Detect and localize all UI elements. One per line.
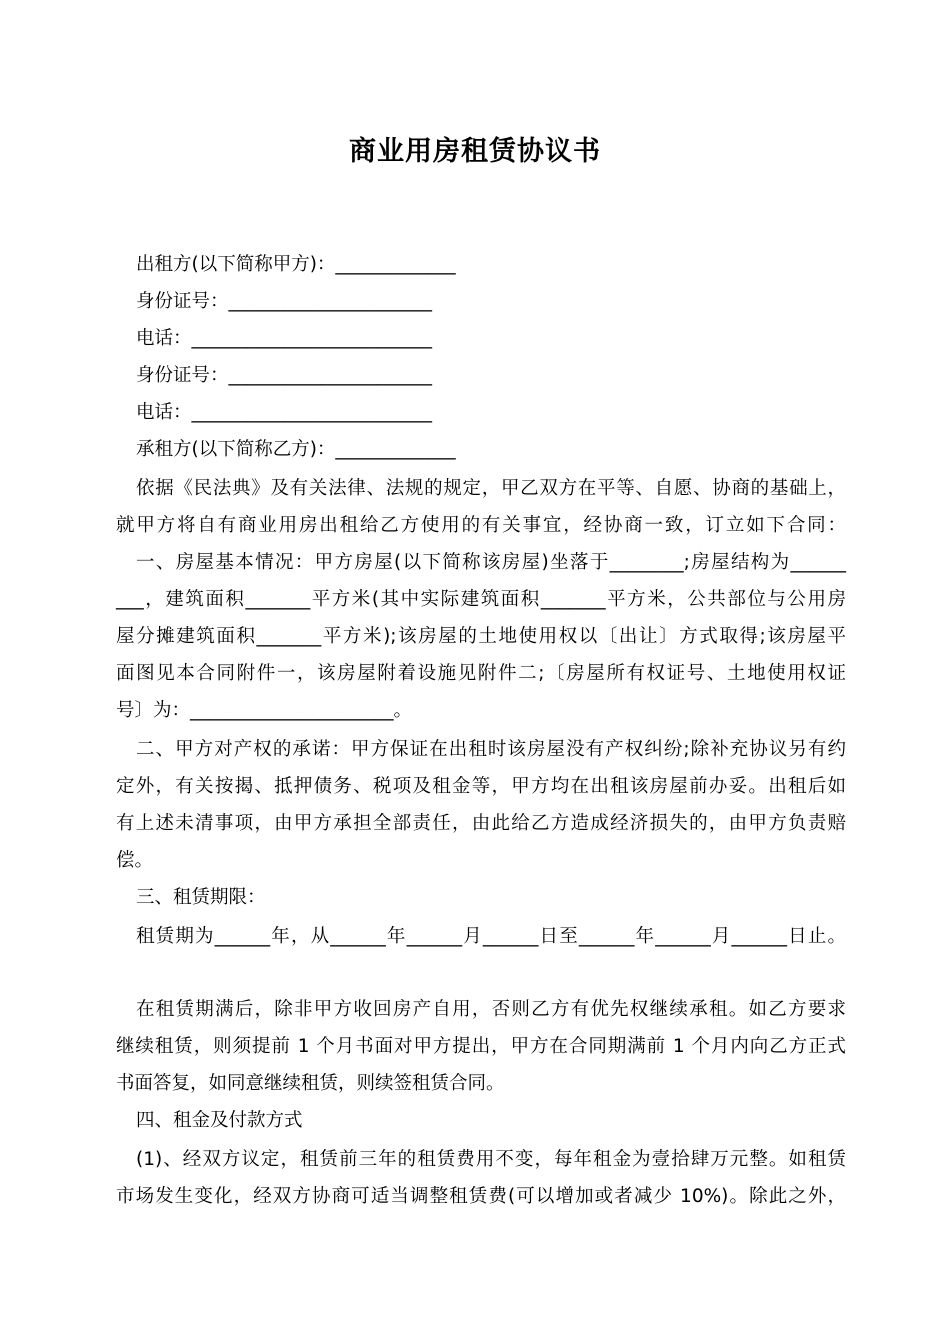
clause-2-line-2: 定外，有关按揭、抵押债务、税项及租金等，甲方均在出租该房屋前办妥。出租后如 [116, 776, 846, 797]
renewal-line-1: 在租赁期满后，除非甲方收回房产自用，否则乙方有优先权继续承租。如乙方要求 [136, 999, 846, 1020]
lessor-line: 出租方(以下简称甲方)：_____________ [136, 254, 456, 275]
renewal-line-3: 书面答复，如同意继续租赁，则续签租赁合同。 [116, 1073, 505, 1094]
lessor-id-line: 身份证号：______________________ [136, 291, 433, 312]
clause-1-line-3: 屋分摊建筑面积_______平方米);该房屋的土地使用权以〔出让〕方式取得;该房屋平 [116, 626, 846, 647]
lessee-line: 承租方(以下简称乙方)：_____________ [136, 439, 456, 460]
document-title: 商业用房租赁协议书 [349, 136, 601, 167]
clause-1-line-5: 号〕为：______________________。 [116, 700, 413, 721]
rent-line-1: (1)、经双方议定，租赁前三年的租赁费用不变，每年租金为壹拾肆万元整。如租赁 [136, 1149, 846, 1170]
clause-4-heading: 四、租金及付款方式 [136, 1110, 303, 1131]
clause-1-line-4: 面图见本合同附件一，该房屋附着设施见附件二;〔房屋所有权证号、土地使用权证 [116, 663, 846, 684]
renewal-line-2: 继续租赁，则须提前 1 个月书面对甲方提出，甲方在合同期满前 1 个月内向乙方正式 [116, 1036, 846, 1057]
lessee-phone-line: 电话：__________________________ [136, 402, 433, 423]
clause-2-line-4: 偿。 [116, 850, 154, 871]
clause-1-line-1: 一、房屋基本情况：甲方房屋(以下简称该房屋)坐落于________;房屋结构为______ [136, 552, 846, 573]
lessor-phone-line: 电话：__________________________ [136, 328, 433, 349]
clause-1-line-2: ___，建筑面积_______平方米(其中实际建筑面积_______平方米，公共部位与公用房 [116, 589, 846, 610]
rent-line-2: 市场发生变化，经双方协商可适当调整租赁费(可以增加或者减少 10%)。除此之外， [116, 1186, 846, 1207]
lease-term-line: 租赁期为______年，从______年______月______日至______年______月______日止。 [136, 926, 846, 947]
preamble-line-1: 依据《民法典》及有关法律、法规的规定，甲乙双方在平等、自愿、协商的基础上， [136, 478, 846, 499]
preamble-line-2: 就甲方将自有商业用房出租给乙方使用的有关事宜，经协商一致，订立如下合同： [116, 515, 846, 536]
clause-2-line-3: 有上述未清事项，由甲方承担全部责任，由此给乙方造成经济损失的，由甲方负责赔 [116, 813, 846, 834]
lessee-id-line: 身份证号：______________________ [136, 365, 433, 386]
clause-2-line-1: 二、甲方对产权的承诺：甲方保证在出租时该房屋没有产权纠纷;除补充协议另有约 [136, 739, 846, 760]
clause-3-heading: 三、租赁期限： [136, 887, 266, 908]
